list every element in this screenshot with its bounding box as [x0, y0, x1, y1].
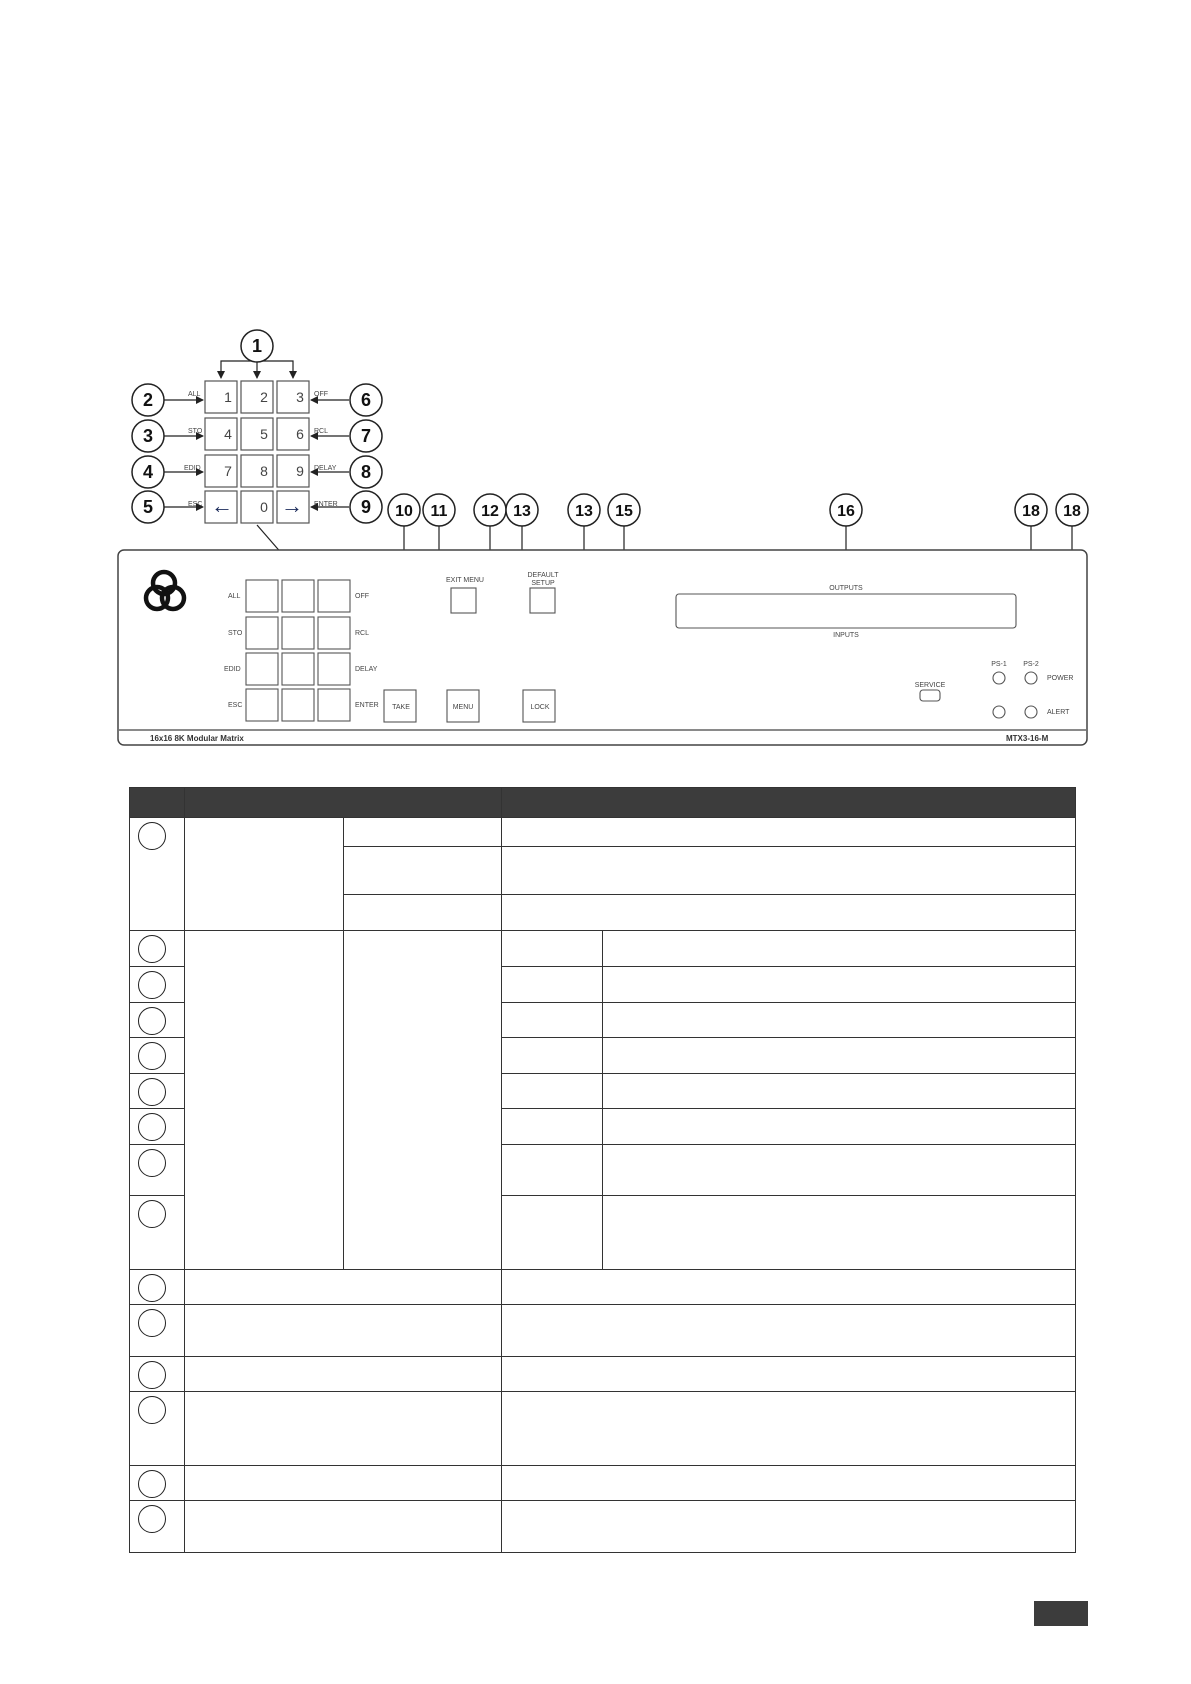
- function-cell: [502, 847, 1076, 895]
- number-circle: [138, 1470, 166, 1498]
- keypad-key[interactable]: [241, 381, 273, 413]
- key-label-0: 0: [260, 499, 268, 515]
- table-row: [130, 931, 1076, 967]
- front-panel-diagram: [0, 0, 1191, 780]
- default-setup-label-2: SETUP: [531, 580, 555, 587]
- function-cell: [603, 1074, 1076, 1109]
- keypad-label-edid: EDID: [184, 465, 201, 472]
- keypad-key[interactable]: [241, 418, 273, 450]
- default-setup-button[interactable]: [530, 588, 555, 613]
- key-label-1: 1: [224, 389, 232, 405]
- model-name: MTX3-16-M: [1006, 734, 1049, 743]
- callout-11: 11: [430, 503, 448, 520]
- key-cell: [502, 1145, 603, 1196]
- keypad-key[interactable]: [205, 455, 237, 487]
- take-label: TAKE: [392, 704, 410, 711]
- row-number-cell: [130, 1501, 185, 1553]
- keypad-label-off: OFF: [314, 391, 328, 398]
- number-circle: [138, 1505, 166, 1533]
- number-circle: [138, 1078, 166, 1106]
- callout-13: 13: [513, 503, 531, 520]
- panel-label-enter: ENTER: [355, 702, 379, 709]
- callout-10: 10: [395, 503, 413, 520]
- feature-cell: [185, 1305, 502, 1357]
- key-label-2: 2: [260, 389, 268, 405]
- power-label: POWER: [1047, 675, 1074, 682]
- feature-cell: [185, 1466, 502, 1501]
- callout-8: 8: [360, 462, 372, 482]
- feature-group-cell: [185, 931, 344, 1270]
- table-row: [130, 1466, 1076, 1501]
- row-number-cell: [130, 1074, 185, 1109]
- number-circle: [138, 1042, 166, 1070]
- panel-key[interactable]: [318, 689, 350, 721]
- function-cell: [502, 1501, 1076, 1553]
- feature-cell: [185, 1501, 502, 1553]
- lock-label: LOCK: [530, 704, 550, 711]
- number-circle: [138, 1149, 166, 1177]
- table-row: [130, 1392, 1076, 1466]
- callout-12: 12: [481, 503, 499, 520]
- callout-4: 4: [142, 462, 154, 482]
- key-label-6: 6: [296, 426, 304, 442]
- callout-2: 2: [142, 390, 154, 410]
- table-header-row: [130, 788, 1076, 818]
- header-cell-function: [502, 788, 1076, 818]
- function-cell: [502, 1305, 1076, 1357]
- header-cell-feature: [185, 788, 502, 818]
- header-cell-number: [130, 788, 185, 818]
- function-cell: [603, 1196, 1076, 1270]
- product-name: 16x16 8K Modular Matrix: [150, 734, 244, 743]
- exit-menu-button[interactable]: [451, 588, 476, 613]
- panel-key[interactable]: [318, 617, 350, 649]
- keypad-key[interactable]: [277, 381, 309, 413]
- row-number-cell: [130, 1357, 185, 1392]
- table-row: [130, 818, 1076, 847]
- row-number-cell: [130, 1038, 185, 1074]
- feature-group-cell: [185, 818, 344, 931]
- number-circle: [138, 935, 166, 963]
- keypad-key[interactable]: [277, 418, 309, 450]
- key-label-7: 7: [224, 463, 232, 479]
- feature-cell: [185, 1357, 502, 1392]
- row-number-cell: [130, 1109, 185, 1145]
- table-row: [130, 1501, 1076, 1553]
- key-cell: [502, 1038, 603, 1074]
- feature-cell: [185, 1392, 502, 1466]
- panel-label-all: ALL: [228, 593, 241, 600]
- key-label-4: 4: [224, 426, 232, 442]
- callout-18-b: 18: [1063, 503, 1081, 520]
- panel-key[interactable]: [282, 617, 314, 649]
- row-number-cell: [130, 931, 185, 967]
- row-number-cell: [130, 967, 185, 1003]
- key-cell: [502, 1109, 603, 1145]
- service-port[interactable]: [920, 690, 940, 701]
- keypad-key[interactable]: [241, 491, 273, 523]
- panel-key[interactable]: [246, 689, 278, 721]
- panel-key[interactable]: [282, 653, 314, 685]
- function-cell: [603, 931, 1076, 967]
- keypad-label-all: ALL: [188, 391, 201, 398]
- feature-table: [129, 787, 1076, 1553]
- default-setup-label-1: DEFAULT: [527, 572, 559, 579]
- service-label: SERVICE: [914, 682, 946, 689]
- row-number-cell: [130, 818, 185, 931]
- function-cell: [603, 1109, 1076, 1145]
- key-label-8: 8: [260, 463, 268, 479]
- key-cell: [502, 1003, 603, 1038]
- function-cell: [502, 1357, 1076, 1392]
- number-circle: [138, 822, 166, 850]
- function-cell: [502, 895, 1076, 931]
- inputs-label: INPUTS: [833, 632, 859, 639]
- panel-label-esc: ESC: [228, 702, 243, 709]
- keypad-label-rcl: RCL: [314, 428, 329, 435]
- panel-label-edid: EDID: [224, 666, 241, 673]
- function-cell: [603, 1003, 1076, 1038]
- alert-label: ALERT: [1047, 709, 1070, 716]
- panel-key[interactable]: [246, 617, 278, 649]
- panel-label-delay: DELAY: [355, 666, 378, 673]
- number-circle: [138, 1113, 166, 1141]
- function-cell: [603, 967, 1076, 1003]
- function-cell: [603, 1145, 1076, 1196]
- keypad-label-esc: ESC: [188, 501, 203, 508]
- display-window: [676, 594, 1016, 628]
- sub-feature-cell: [344, 847, 502, 895]
- row-number-cell: [130, 1196, 185, 1270]
- keypad-key[interactable]: [241, 455, 273, 487]
- keypad-label-delay: DELAY: [314, 465, 337, 472]
- left-arrow-icon: ←: [211, 493, 233, 518]
- number-circle: [138, 1200, 166, 1228]
- panel-key[interactable]: [282, 689, 314, 721]
- key-cell: [502, 1074, 603, 1109]
- function-cell: [603, 1038, 1076, 1074]
- callout-6: 6: [360, 390, 372, 410]
- keypad-label-sto: STO: [188, 428, 203, 435]
- keypad-key[interactable]: [205, 381, 237, 413]
- number-circle: [138, 971, 166, 999]
- table-row: [130, 1305, 1076, 1357]
- callout-1: 1: [251, 336, 263, 356]
- number-circle: [138, 1007, 166, 1035]
- number-circle: [138, 1309, 166, 1337]
- leader-1: [221, 361, 257, 378]
- panel-label-sto: STO: [228, 630, 243, 637]
- keypad-key[interactable]: [205, 418, 237, 450]
- callout-13-b: 13: [575, 503, 593, 520]
- callout-7: 7: [360, 426, 372, 446]
- key-label-3: 3: [296, 389, 304, 405]
- ps2-label: PS-2: [1023, 661, 1039, 668]
- function-cell: [502, 1466, 1076, 1501]
- callout-3: 3: [142, 426, 154, 446]
- number-circle: [138, 1396, 166, 1424]
- function-cell: [502, 1392, 1076, 1466]
- row-number-cell: [130, 1466, 185, 1501]
- table-row: [130, 1357, 1076, 1392]
- number-circle: [138, 1274, 166, 1302]
- menu-label: MENU: [452, 704, 474, 711]
- callout-15: 15: [615, 503, 633, 520]
- panel-key[interactable]: [318, 580, 350, 612]
- row-number-cell: [130, 1270, 185, 1305]
- key-cell: [502, 1196, 603, 1270]
- exit-menu-label: EXIT MENU: [446, 577, 484, 584]
- callout-16: 16: [837, 503, 855, 520]
- row-number-cell: [130, 1003, 185, 1038]
- function-cell: [502, 1270, 1076, 1305]
- panel-key[interactable]: [246, 580, 278, 612]
- outputs-label: OUTPUTS: [829, 585, 863, 592]
- keypad-key[interactable]: [277, 455, 309, 487]
- row-number-cell: [130, 1392, 185, 1466]
- function-cell: [502, 818, 1076, 847]
- row-number-cell: [130, 1305, 185, 1357]
- key-label-5: 5: [260, 426, 268, 442]
- alert-led-1: [993, 706, 1005, 718]
- page-number-tab: [1034, 1601, 1088, 1626]
- key-cell: [502, 931, 603, 967]
- sub-feature-cell: [344, 895, 502, 931]
- callout-5: 5: [142, 497, 154, 517]
- table-row: [130, 1270, 1076, 1305]
- ps1-label: PS-1: [991, 661, 1007, 668]
- sub-feature-cell: [344, 931, 502, 1270]
- panel-label-off: OFF: [355, 593, 369, 600]
- sub-feature-cell: [344, 818, 502, 847]
- key-label-9: 9: [296, 463, 304, 479]
- panel-key[interactable]: [318, 653, 350, 685]
- key-cell: [502, 967, 603, 1003]
- right-arrow-icon: →: [281, 493, 303, 518]
- row-number-cell: [130, 1145, 185, 1196]
- panel-label-rcl: RCL: [355, 630, 370, 637]
- ps2-led: [1025, 672, 1037, 684]
- panel-key[interactable]: [246, 653, 278, 685]
- callout-18: 18: [1022, 503, 1040, 520]
- alert-led-2: [1025, 706, 1037, 718]
- callout-9: 9: [360, 497, 372, 517]
- leader-1c: [257, 361, 293, 378]
- keypad-label-enter: ENTER: [314, 501, 338, 508]
- feature-cell: [185, 1270, 502, 1305]
- ps1-led: [993, 672, 1005, 684]
- panel-key[interactable]: [282, 580, 314, 612]
- number-circle: [138, 1361, 166, 1389]
